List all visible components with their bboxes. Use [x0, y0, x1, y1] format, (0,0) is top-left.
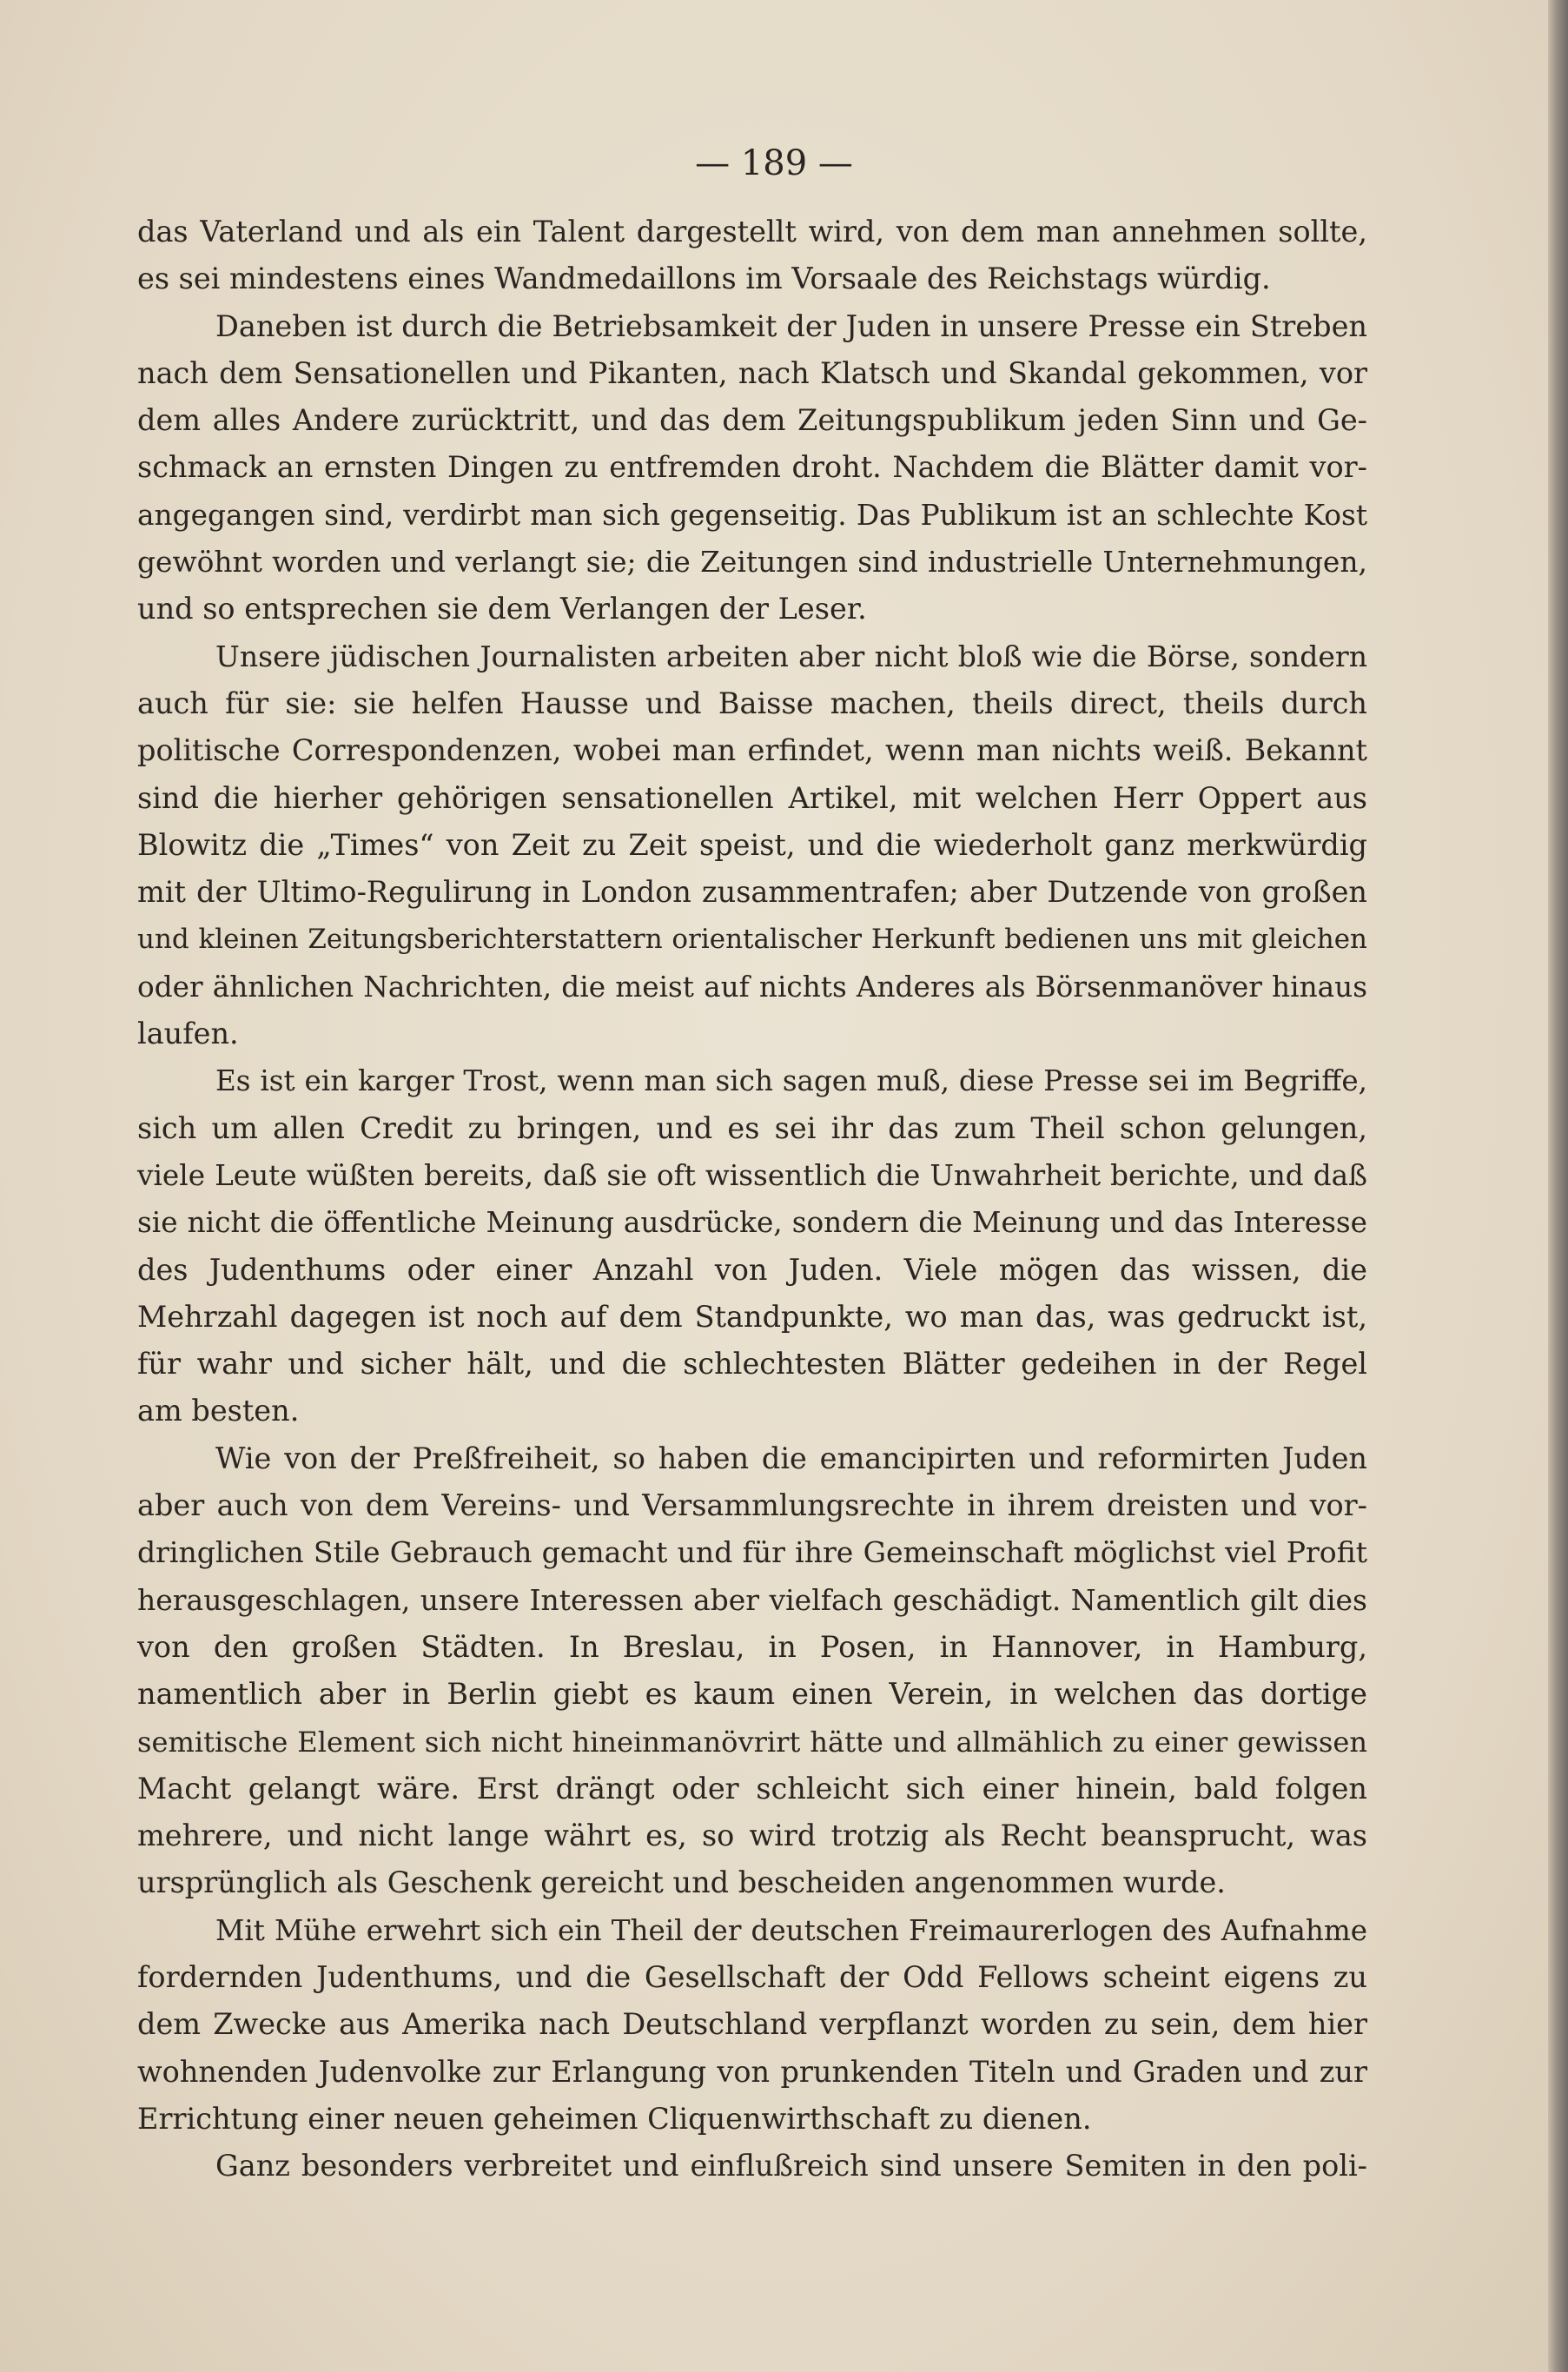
page-edge — [1548, 0, 1568, 2372]
text-line: auch für sie: sie helfen Hausse und Baisse machen, theils direct, theils durch — [137, 686, 1367, 720]
text-line: mehrere, und nicht lange währt es, so wird trotzig als Recht beansprucht, was — [137, 1819, 1367, 1853]
text-line: sich um allen Credit zu bringen, und es sei ihr das zum Theil schon gelungen, — [137, 1110, 1367, 1145]
text-line: sie nicht die öffentliche Meinung ausdrücke, sondern die Meinung und das Interesse — [137, 1206, 1367, 1240]
text-line: viele Leute wüßten bereits, daß sie oft wissentlich die Unwahrheit berichte, und daß — [137, 1158, 1367, 1192]
text-line: Es ist ein karger Trost, wenn man sich sagen muß, diese Presse sei im Begriffe, — [215, 1064, 1367, 1098]
text-line: aber auch von dem Vereins- und Versammlungsrechte in ihrem dreisten und vor- — [137, 1488, 1367, 1523]
text-line: Wie von der Preßfreiheit, so haben die emancipirten und reformirten Juden — [215, 1441, 1367, 1475]
text-line: Macht gelangt wäre. Erst drängt oder schleicht sich einer hinein, bald folgen — [137, 1771, 1367, 1806]
text-line: fordernden Judenthums, und die Gesellschaft der Odd Fellows scheint eigens zu — [137, 1959, 1367, 1994]
text-line: am besten. — [137, 1394, 300, 1428]
text-line: das Vaterland und als ein Talent dargestellt wird, von dem man annehmen sollte, — [137, 215, 1367, 248]
text-line: dringlichen Stile Gebrauch gemacht und für ihre Gemeinschaft möglichst viel Profit — [137, 1535, 1367, 1570]
text-line: wohnenden Judenvolke zur Erlangung von prunkenden Titeln und Graden und zur — [137, 2054, 1367, 2089]
text-line: herausgeschlagen, unsere Interessen aber vielfach geschädigt. Namentlich gilt dies — [137, 1582, 1367, 1617]
text-line: dem Zwecke aus Amerika nach Deutschland verpflanzt worden zu sein, dem hier — [137, 2007, 1367, 2042]
text-line: namentlich aber in Berlin giebt es kaum einen Verein, in welchen das dortige — [137, 1677, 1367, 1712]
text-line: angegangen sind, verdirbt man sich gegenseitig. Das Publikum ist an schlechte Kost — [137, 498, 1367, 532]
text-line: Blowitz die „Times“ von Zeit zu Zeit speist, und die wiederholt ganz merkwürdig — [137, 827, 1367, 862]
text-line: Unsere jüdischen Journalisten arbeiten aber nicht bloß wie die Börse, sondern — [215, 639, 1367, 673]
text-line: für wahr und sicher hält, und die schlechtesten Blätter gedeihen in der Regel — [137, 1347, 1367, 1381]
text-line: sind die hierher gehörigen sensationellen Artikel, mit welchen Herr Oppert aus — [137, 780, 1367, 815]
text-line: laufen. — [137, 1017, 239, 1051]
text-line: oder ähnlichen Nachrichten, die meist auf nichts Anderes als Börsenmanöver hinaus — [137, 970, 1367, 1004]
text-line: Ganz besonders verbreitet und einflußreich sind unsere Semiten in den poli- — [215, 2149, 1367, 2183]
text-line: Mehrzahl dagegen ist noch auf dem Standpunkte, wo man das, was gedruckt ist, — [137, 1299, 1367, 1334]
text-line: Mit Mühe erwehrt sich ein Theil der deutschen Freimaurerlogen des Aufnahme — [215, 1913, 1367, 1947]
body-text — [137, 209, 1367, 2190]
text-line: nach dem Sensationellen und Pikanten, nach Klatsch und Skandal gekommen, vor — [137, 355, 1367, 390]
text-line: und kleinen Zeitungsberichterstattern orientalischer Herkunft bedienen uns mit gleichen — [137, 924, 1367, 956]
text-line: es sei mindestens eines Wandmedaillons im Vorsaale des Reichstags würdig. — [137, 262, 1271, 296]
text-line: ursprünglich als Geschenk gereicht und bescheiden angenommen wurde. — [137, 1865, 1226, 1900]
page-number: — 189 — — [695, 143, 853, 183]
text-line: und so entsprechen sie dem Verlangen der Leser. — [137, 592, 867, 626]
text-line: Errichtung einer neuen geheimen Cliquenwirthschaft zu dienen. — [137, 2101, 1092, 2136]
text-line: mit der Ultimo-Regulirung in London zusammentrafen; aber Dutzende von großen — [137, 875, 1367, 910]
text-line: von den großen Städten. In Breslau, in Posen, in Hannover, in Hamburg, — [137, 1629, 1367, 1664]
text-line: semitische Element sich nicht hineinmanövrirt hätte und allmählich zu einer gewissen — [137, 1725, 1367, 1759]
text-line: Daneben ist durch die Betriebsamkeit der Juden in unsere Presse ein Streben — [215, 308, 1367, 343]
text-line: gewöhnt worden und verlangt sie; die Zeitungen sind industrielle Unternehmungen, — [137, 545, 1367, 580]
text-line: politische Correspondenzen, wobei man erfindet, wenn man nichts weiß. Bekannt — [137, 733, 1367, 768]
text-line: des Judenthums oder einer Anzahl von Juden. Viele mögen das wissen, die — [137, 1252, 1367, 1287]
text-line: dem alles Andere zurücktritt, und das dem Zeitungspublikum jeden Sinn und Ge- — [137, 403, 1367, 438]
text-line: schmack an ernsten Dingen zu entfremden droht. Nachdem die Blätter damit vor- — [137, 450, 1367, 485]
